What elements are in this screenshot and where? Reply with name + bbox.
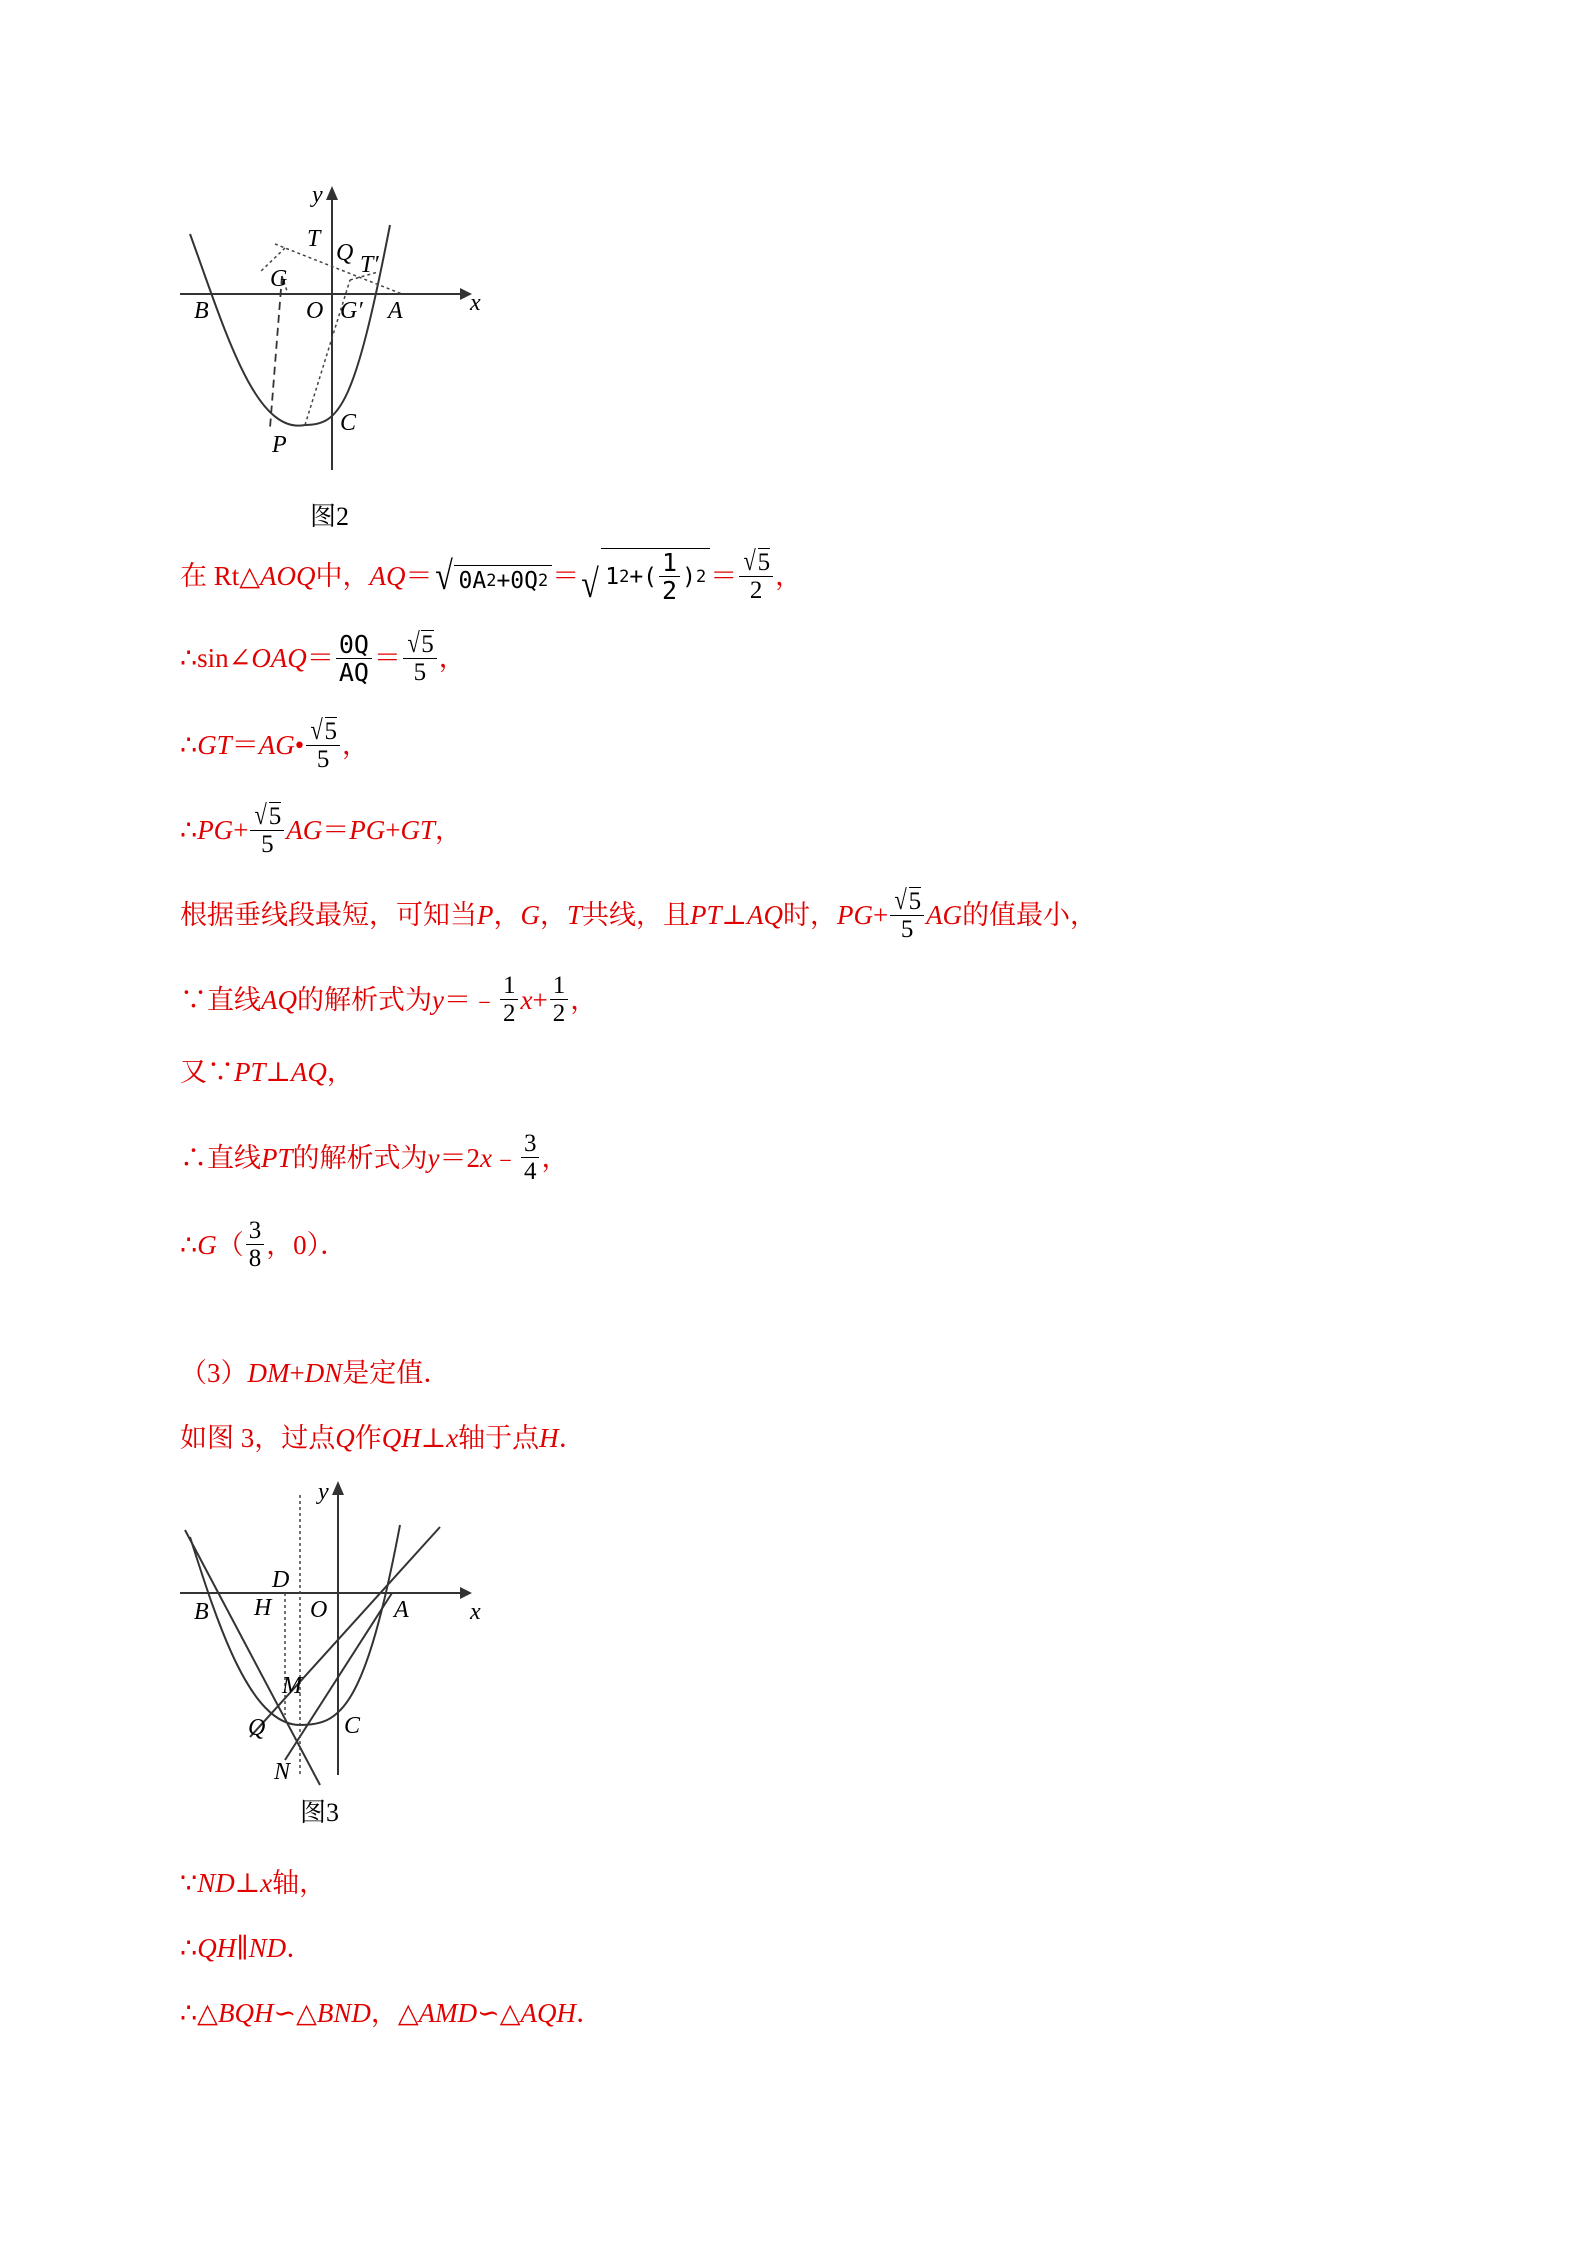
text: ， bbox=[342, 730, 370, 760]
fig2-label-t: T bbox=[307, 226, 321, 252]
fig2-label-t-prime: T′ bbox=[360, 252, 379, 278]
text: • bbox=[294, 730, 305, 760]
text: + bbox=[233, 815, 249, 845]
text: 的解析式为 bbox=[297, 984, 432, 1015]
text: 作 bbox=[354, 1423, 382, 1453]
fraction-oq-aq: $\frac{0Q}{AQ}$ bbox=[336, 631, 372, 686]
text: ， bbox=[541, 1142, 569, 1173]
line-13 bbox=[180, 1933, 313, 1963]
text: G bbox=[197, 1229, 217, 1260]
line-7 bbox=[180, 1057, 354, 1087]
text: ， bbox=[540, 900, 567, 930]
fig3-label-y: y bbox=[318, 1479, 329, 1505]
text: 是定值． bbox=[342, 1358, 451, 1388]
fraction-1-over-2: $\frac{1}{2}$ bbox=[500, 972, 519, 1027]
text: PT bbox=[234, 1057, 266, 1087]
text: 2 bbox=[695, 566, 707, 587]
line-4: ∴ PG + √ 5 5 AG ＝ PG + GT ， bbox=[180, 800, 463, 858]
text: x bbox=[480, 1142, 492, 1173]
text: 的解析式为 bbox=[292, 1142, 428, 1173]
text: ) bbox=[682, 563, 696, 590]
fraction-sqrt5-over-2: √ 5 2 bbox=[739, 548, 773, 604]
text: ＝2 bbox=[439, 1142, 480, 1173]
line-12 bbox=[180, 1868, 326, 1898]
text: ND bbox=[248, 1933, 287, 1963]
text: x bbox=[446, 1423, 459, 1453]
fig2-label-c: C bbox=[340, 410, 357, 436]
text: BQH bbox=[217, 1998, 274, 2028]
text: + bbox=[532, 984, 548, 1015]
line-11 bbox=[180, 1423, 586, 1453]
text: 2 bbox=[538, 571, 549, 591]
text: 轴， bbox=[272, 1868, 327, 1898]
text: ＝ bbox=[405, 561, 433, 591]
text: P bbox=[477, 900, 494, 930]
text: AQ bbox=[261, 984, 297, 1015]
fraction-1-over-2: $\frac{1}{2}$ bbox=[550, 972, 569, 1027]
text: OAQ bbox=[251, 643, 307, 673]
fig3-label-q: Q bbox=[248, 1715, 266, 1741]
text: AQ bbox=[369, 561, 406, 591]
line-2 bbox=[180, 630, 466, 686]
fraction-sqrt5-over-5: √ 5 5 bbox=[250, 802, 284, 858]
figure-3 bbox=[170, 1475, 500, 1795]
text: （ bbox=[216, 1229, 244, 1260]
text: ∥ bbox=[236, 1933, 249, 1963]
text: ∴△ bbox=[180, 1998, 218, 2028]
text: AQH bbox=[520, 1998, 576, 2028]
figure-3-caption: 图3 bbox=[300, 1798, 340, 1827]
text: G bbox=[520, 900, 540, 930]
figure-3-diagram bbox=[170, 1475, 500, 1795]
text: PG bbox=[836, 900, 873, 930]
text: ＝ bbox=[306, 643, 334, 673]
sqrt-expression: √ 0A 2 + 0Q 2 bbox=[433, 556, 553, 596]
text: ， bbox=[326, 1057, 354, 1087]
text: ∵直线 bbox=[180, 984, 261, 1015]
text: ＝ bbox=[322, 815, 350, 845]
text: 中， bbox=[315, 561, 370, 591]
line-3 bbox=[180, 717, 369, 773]
line-8 bbox=[180, 1130, 568, 1185]
text: ． bbox=[558, 1423, 586, 1453]
figure-2-diagram bbox=[170, 180, 500, 480]
text: △ bbox=[499, 1998, 521, 2028]
text: ∵ bbox=[180, 1868, 198, 1898]
text: PT bbox=[261, 1142, 293, 1173]
fig2-label-y: y bbox=[312, 182, 323, 208]
text: DN bbox=[304, 1358, 343, 1388]
text: ﹣ bbox=[491, 1142, 519, 1173]
text: PT bbox=[690, 900, 722, 930]
line-6 bbox=[180, 972, 597, 1027]
text: T bbox=[567, 900, 583, 930]
text: AG bbox=[258, 730, 295, 760]
figure-2-caption: 图2 bbox=[310, 502, 350, 531]
text: Q bbox=[335, 1423, 355, 1453]
text: PG bbox=[197, 815, 234, 845]
text: ⊥ bbox=[420, 1423, 447, 1453]
text: DM bbox=[247, 1358, 290, 1388]
text: BND bbox=[316, 1998, 371, 2028]
fig2-label-x: x bbox=[470, 290, 481, 316]
text: ∴直线 bbox=[180, 1142, 261, 1173]
text: 1 bbox=[605, 563, 620, 590]
text: ，0）． bbox=[266, 1229, 348, 1260]
fig2-label-g: G bbox=[270, 266, 288, 292]
text: （3） bbox=[180, 1358, 248, 1388]
text: y bbox=[427, 1142, 440, 1173]
text: 共线，且 bbox=[582, 900, 691, 930]
fraction: $\frac{1}{2}$ bbox=[659, 549, 680, 604]
text: ＝﹣ bbox=[443, 984, 498, 1015]
text: ，△ bbox=[370, 1998, 419, 2028]
text: 又∵ bbox=[180, 1057, 234, 1087]
text: ＝ bbox=[231, 730, 259, 760]
fig2-label-p: P bbox=[272, 432, 287, 458]
line-14 bbox=[180, 1998, 603, 2028]
text: 的值最小， bbox=[962, 900, 1098, 930]
sqrt-expression-2: √ 1 2 +( $\frac{1}{2}$ ) 2 bbox=[579, 548, 710, 604]
text: ， bbox=[438, 643, 466, 673]
text: + bbox=[496, 568, 511, 594]
text: ∴sin∠ bbox=[180, 643, 252, 673]
fraction-sqrt5-over-5: √ 5 5 bbox=[890, 887, 924, 943]
line-9 bbox=[180, 1217, 347, 1272]
text: ， bbox=[493, 900, 521, 930]
text: y bbox=[432, 984, 444, 1015]
text: QH bbox=[197, 1933, 237, 1963]
text: ． bbox=[286, 1933, 314, 1963]
text: 如图 3，过点 bbox=[180, 1423, 336, 1453]
text: PG bbox=[349, 815, 386, 845]
fraction-sqrt5-over-5: √ 5 5 bbox=[306, 717, 340, 773]
text: ∴ bbox=[180, 730, 198, 760]
text: ， bbox=[570, 984, 598, 1015]
fig3-label-h: H bbox=[254, 1595, 272, 1621]
fig3-label-x: x bbox=[470, 1599, 481, 1625]
text: ＝ bbox=[710, 561, 738, 591]
text: H bbox=[539, 1423, 559, 1453]
text: ∴ bbox=[180, 1229, 198, 1260]
fig3-label-n: N bbox=[274, 1759, 291, 1785]
text: ， bbox=[775, 561, 803, 591]
text: ． bbox=[575, 1998, 603, 2028]
fraction-3-over-4: $\frac{3}{4}$ bbox=[521, 1130, 540, 1185]
text: 在 Rt△ bbox=[180, 561, 261, 591]
fig2-label-q: Q bbox=[336, 240, 354, 266]
text: +( bbox=[629, 563, 658, 590]
text: AOQ bbox=[260, 561, 316, 591]
fig2-label-g-prime: G′ bbox=[340, 298, 363, 324]
line-1 bbox=[180, 548, 802, 604]
text: GT bbox=[400, 815, 436, 845]
text: △ bbox=[296, 1998, 317, 2028]
fig3-label-a: A bbox=[394, 1597, 409, 1623]
text: ⊥ bbox=[265, 1057, 291, 1087]
line-5 bbox=[180, 887, 1097, 943]
text: 根据垂线段最短，可知当 bbox=[180, 900, 477, 930]
text: 0A bbox=[458, 568, 487, 594]
fig3-label-c: C bbox=[344, 1713, 361, 1739]
text: 轴于点 bbox=[458, 1423, 540, 1453]
text: AQ bbox=[290, 1057, 327, 1087]
fraction-sqrt5-over-5: √ 5 5 bbox=[403, 630, 437, 686]
text: 0Q bbox=[510, 568, 538, 594]
fig3-label-d: D bbox=[272, 1567, 290, 1593]
text: ND bbox=[197, 1868, 235, 1898]
text: QH bbox=[381, 1423, 421, 1453]
fig2-label-b: B bbox=[194, 298, 209, 324]
text: x bbox=[260, 1868, 273, 1898]
fig2-label-a: A bbox=[388, 298, 403, 324]
text: ＝ bbox=[373, 643, 401, 673]
figure-2 bbox=[170, 180, 500, 480]
text: GT bbox=[197, 730, 232, 760]
text: AG bbox=[286, 815, 323, 845]
fig3-label-o: O bbox=[310, 1597, 328, 1623]
text: ∽ bbox=[273, 1998, 297, 2028]
fraction-3-over-8: $\frac{3}{8}$ bbox=[246, 1217, 265, 1272]
text: AMD bbox=[418, 1998, 478, 2028]
text: ⊥ bbox=[234, 1868, 261, 1898]
text: ， bbox=[435, 815, 463, 845]
text: 2 bbox=[486, 571, 497, 591]
text: AG bbox=[926, 900, 963, 930]
fig3-label-b: B bbox=[194, 1599, 209, 1625]
fig3-label-m: M bbox=[282, 1673, 302, 1699]
text: ∽ bbox=[477, 1998, 500, 2028]
text: + bbox=[872, 900, 889, 930]
text: AQ bbox=[746, 900, 783, 930]
fig2-label-o: O bbox=[306, 298, 324, 324]
text: + bbox=[385, 815, 401, 845]
text: + bbox=[289, 1358, 305, 1388]
text: 时， bbox=[782, 900, 837, 930]
text: 2 bbox=[619, 566, 630, 587]
line-10 bbox=[180, 1358, 450, 1388]
text: x bbox=[520, 984, 533, 1015]
text: ∴ bbox=[180, 1933, 198, 1963]
text: ＝ bbox=[552, 561, 580, 591]
text: ⊥ bbox=[721, 900, 747, 930]
